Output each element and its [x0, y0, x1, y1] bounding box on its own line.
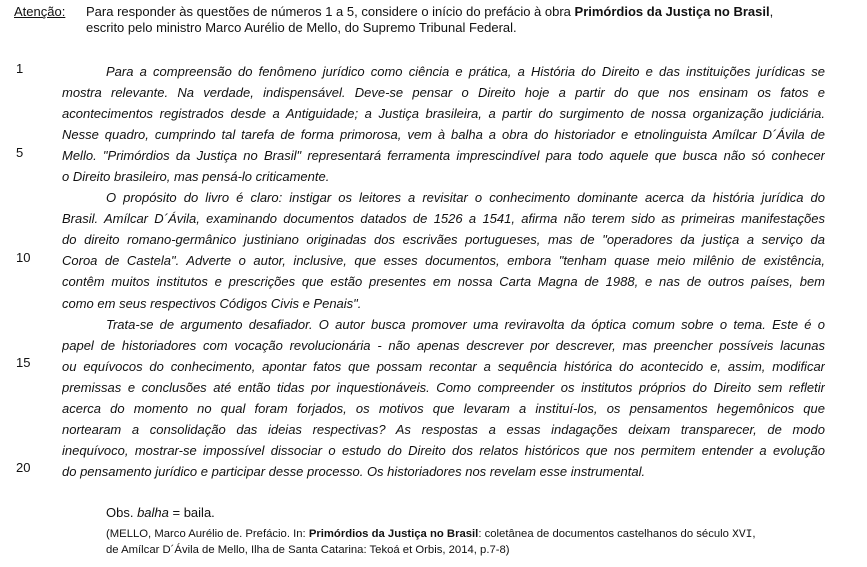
text-line: O propósito do livro é claro: instigar os leitores a revisitar o conhecimento dominante acerca da história jurídica do — [106, 190, 825, 206]
citation-part-1: (MELLO, Marco Aurélio de. Prefácio. In: — [106, 528, 309, 540]
text-line: do pensamento jurídico e participar desse processo. Os historiadores nos revelam esse instrumental. — [62, 463, 646, 479]
line-number-5: 5 — [16, 145, 24, 160]
line-number-15: 15 — [16, 355, 31, 370]
vocabulary-note — [106, 505, 215, 520]
intro-prefix: Para responder às questões de números 1 a 5, considere o início do prefácio à obra — [86, 4, 575, 19]
line-number-20: 20 — [16, 460, 31, 475]
text-line: mostra relevante. Na verdade, indispensável. Deve-se pensar o Direito hoje a partir do que nos ensinam os fatos e — [62, 85, 825, 101]
attention-label: Atenção: — [14, 4, 66, 19]
obs-prefix: Obs. — [106, 505, 138, 520]
text-line: o Direito brasileiro, mas pensá-lo criticamente. — [62, 169, 330, 185]
line-number-1: 1 — [16, 61, 24, 76]
obs-suffix: = baila. — [168, 505, 215, 520]
text-line: premissas e conclusões até então tidas por inquestionáveis. Como compreender os institutos próprios do Direito sem refletir — [62, 379, 825, 395]
citation-part-3: , — [752, 528, 756, 540]
citation — [106, 527, 846, 558]
text-line: acerca do momento no qual foram forjados, os motivos que levaram a instituí-los, os pensamentos hegemônicos que — [62, 400, 825, 416]
citation-part-2: : coletânea de documentos castelhanos do século — [478, 528, 733, 540]
text-line: Brasil. Amílcar D´Ávila, examinando documentos datados de 1526 a 1541, afirma não terem sido as primeiras manifestações — [62, 211, 825, 227]
text-line: Para a compreensão do fenômeno jurídico como ciência e prática, a História do Direito e das instituições jurídicas se — [106, 64, 825, 79]
text-line: como em seus respectivos Códigos Civis e Penais". — [62, 295, 362, 311]
citation-title: Primórdios da Justiça no Brasil — [308, 528, 479, 540]
citation-line-2: de Amílcar D´Ávila de Mello, Ilha de Santa Catarina: Tekoá et Orbis, 2014, p.7-8) — [106, 544, 510, 556]
text-line: Nesse quadro, cumprindo tal tarefa de forma primorosa, vem à balha a obra do historiador e etnolinguista Amílcar D´Ávila de — [62, 127, 825, 143]
line-number-10: 10 — [16, 250, 31, 265]
text-line: contêm muitos institutos e prescrições que estão presentes em nossa Carta Magna de 1988, e nas de outros países, bem — [62, 274, 825, 290]
text-line: Mello. "Primórdios da Justiça no Brasil" representará ferramenta imprescindível para todo aquele que busca não só conhecer — [62, 148, 825, 164]
text-line: Trata-se de argumento desafiador. O autor busca promover uma reviravolta da óptica comum sobre o tema. Este é o — [106, 316, 825, 332]
text-line: do direito romano-germânico justiniano originadas dos escrivães portugueses, mas de "operadores da justiça a serviço da — [62, 232, 825, 248]
text-line: ou equívocos do conhecimento, apontar fatos que possam recontar a sequência histórica do acontecido e, assim, modificar — [62, 358, 825, 374]
text-line: inequívoco, mostrar-se impossível dissociar o estudo do Direito dos relatos históricos que nos permitem entender a evolução — [62, 442, 825, 458]
text-line: Coroa de Castela". Adverte o autor, inclusive, que esses documentos, embora "tenham quase meio milênio de existência, — [62, 253, 825, 269]
text-line: acontecimentos registrados desde a Antiguidade; a Justiça brasileira, a partir do surgimento de nossa organização judiciária. — [62, 106, 825, 122]
citation-century: XVI — [732, 529, 753, 541]
intro-book-title: Primórdios da Justiça no Brasil — [574, 4, 770, 19]
preface-text — [62, 61, 825, 482]
text-line: nortearam a consolidação das ideias respectivas? As respostas a essas indagações deixam transparecer, de modo — [62, 421, 825, 437]
intro-suffix: , — [769, 4, 774, 19]
intro-instructions — [86, 4, 856, 36]
text-line: papel de historiadores com vocação revolucionária - não apenas descrever por descrever, mas preencher possíveis lacunas — [62, 337, 825, 353]
intro-line-2: escrito pelo ministro Marco Aurélio de Mello, do Supremo Tribunal Federal. — [86, 20, 517, 35]
obs-word: balha — [137, 505, 169, 520]
